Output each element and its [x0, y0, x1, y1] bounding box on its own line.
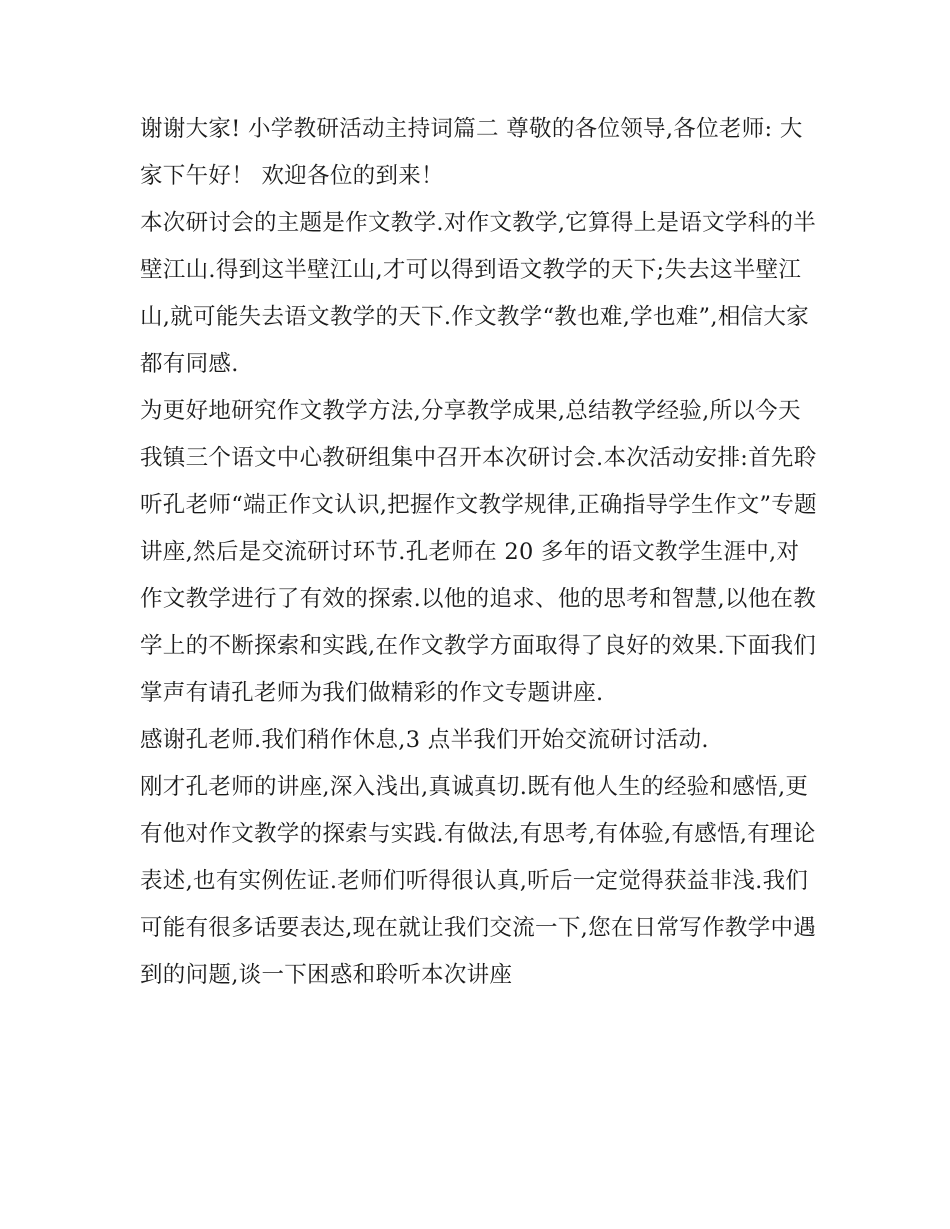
paragraph-break: 感谢孔老师.我们稍作休息,3 点半我们开始交流研讨活动.	[140, 727, 709, 753]
document-body	[140, 106, 820, 999]
paragraph-discussion: 刚才孔老师的讲座,深入浅出,真诚真切.既有他人生的经验和感悟,更有他对作文教学的探索与实践.有做法,有思考,有体验,有感悟,有理论表述,也有实例佐证.老师们听得很认真,听后一定觉得获益非浅.我们可能有很多话要表达,现在就让我们交流一下,您在日常写作教学中遇到的问题,谈一下困惑和聆听本次讲座	[140, 774, 817, 988]
paragraph-theme: 本次研讨会的主题是作文教学.对作文教学,它算得上是语文学科的半壁江山.得到这半壁江山,才可以得到语文教学的天下;失去这半壁江山,就可能失去语文教学的天下.作文教学“教也难,学也难”,相信大家都有同感.	[140, 210, 817, 377]
paragraph-arrangement: 为更好地研究作文教学方法,分享教学成果,总结教学经验,所以今天我镇三个语文中心教研组集中召开本次研讨会.本次活动安排:首先聆听孔老师“端正作文认识,把握作文教学规律,正确指导学生作文”专题讲座,然后是交流研讨环节.孔老师在 20 多年的语文教学生涯中,对作文教学进行了有效的探索.以他的追求、他的思考和智慧,以他在教学上的不断探索和实践,在作文教学方面取得了良好的效果.下面我们掌声有请孔老师为我们做精彩的作文专题讲座.	[140, 398, 817, 706]
paragraph-opening: 谢谢大家! 小学教研活动主持词篇二 尊敬的各位领导,各位老师: 大家下午好！ 欢迎各位的到来！	[140, 116, 803, 189]
